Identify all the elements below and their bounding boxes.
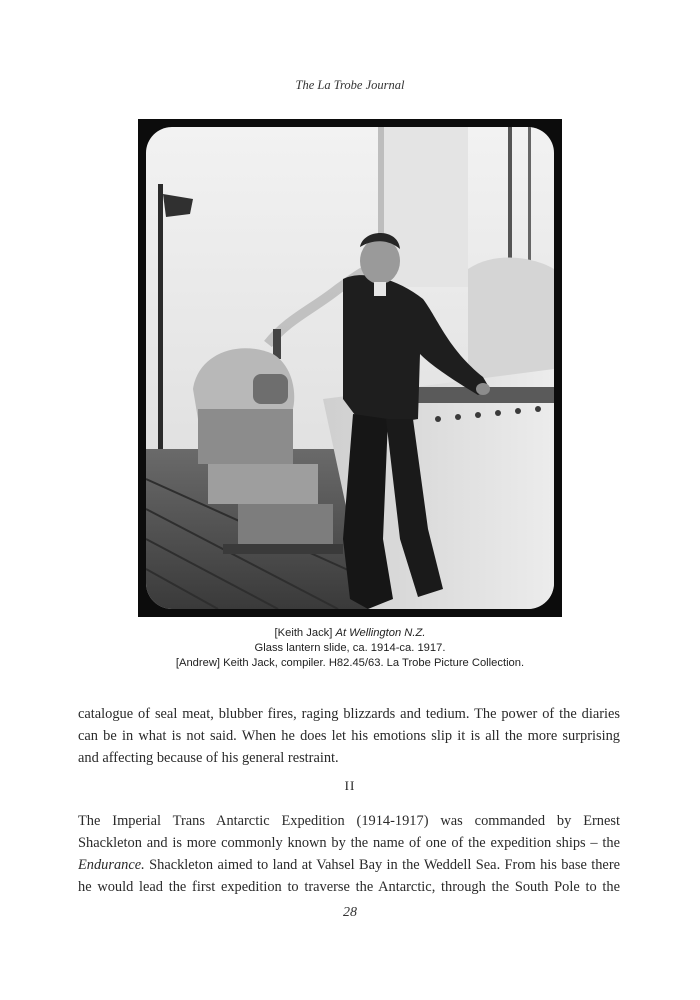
- paragraph-line: catalogue of seal meat, blubber fires, raging blizzards and tedium. The power of the diaries: [78, 706, 620, 722]
- paragraph-text: Shackleton aimed to land at Vahsel Bay in the Weddell Sea. From his base there: [144, 857, 620, 873]
- ship-name: Endurance.: [78, 857, 145, 873]
- paragraph-line: he would lead the first expedition to traverse the Antarctic, through the South Pole to the: [78, 879, 620, 895]
- caption-line-3: [Andrew] Keith Jack, compiler. H82.45/63. La Trobe Picture Collection.: [175, 657, 525, 669]
- figure-caption: [100, 626, 600, 671]
- paragraph-continuation: [78, 703, 620, 769]
- page-number: 28: [343, 905, 357, 920]
- paragraph-line: The Imperial Trans Antarctic Expedition (1914-1917) was commanded by Ernest: [78, 813, 620, 829]
- paragraph-line: and affecting because of his general restraint.: [78, 750, 339, 766]
- section-heading: II: [344, 778, 356, 793]
- paragraph-expedition: [78, 810, 620, 898]
- paragraph-line: can be in what is not said. When he does let his emotions slip it is all the more surprising: [78, 728, 620, 744]
- caption-line-2: Glass lantern slide, ca. 1914-ca. 1917.: [254, 642, 446, 654]
- running-head: The La Trobe Journal: [295, 78, 405, 92]
- caption-creator: [Keith Jack]: [274, 627, 336, 639]
- lantern-slide-photo: [138, 119, 562, 617]
- caption-line-1: [100, 626, 600, 641]
- paragraph-line: Shackleton and is more commonly known by the name of one of the expedition ships – the: [78, 835, 620, 851]
- paragraph-line: [78, 854, 620, 876]
- caption-title: At Wellington N.Z.: [335, 627, 426, 639]
